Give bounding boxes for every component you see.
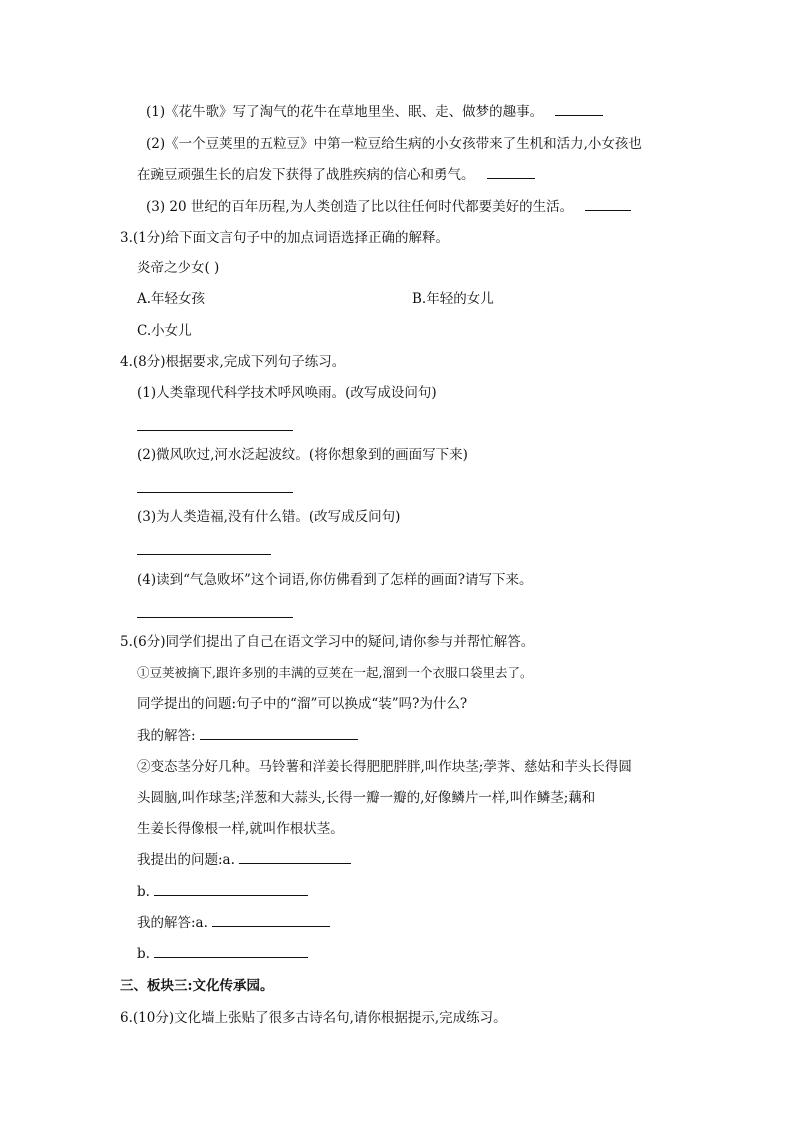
q5-my-answer-b-row [137, 945, 308, 963]
q5-passage-1: ①豆荚被摘下,跟许多别的丰满的豆荚在一起,溜到一个衣服口袋里去了。 [137, 665, 533, 680]
q4-item-2-answer-line[interactable] [137, 480, 293, 493]
q5-question-1: 同学提出的问题:句子中的“溜”可以换成“装”吗?为什么? [137, 696, 468, 712]
q5-my-question-a-blank[interactable] [239, 851, 351, 864]
q4-item-1-answer-line[interactable] [137, 418, 293, 431]
q6-title: 6.(10分)文化墙上张贴了很多古诗名句,请你根据提示,完成练习。 [120, 1010, 507, 1026]
q2-item-3-answer-blank[interactable] [585, 198, 631, 211]
q2-item-2: (2)《一个豆荚里的五粒豆》中第一粒豆给生病的小女孩带来了生机和活力,小女孩也 [146, 136, 642, 152]
q2-item-3 [146, 198, 631, 216]
q5-my-answer-a-row [137, 914, 330, 932]
q3-option-c[interactable]: C.小女儿 [137, 323, 192, 339]
q3-title: 3.(1分)给下面文言句子中的加点词语选择正确的解释。 [120, 230, 450, 246]
q5-my-question-a-row [137, 851, 351, 869]
q5-my-answer-b-label: b. [137, 946, 150, 962]
q5-my-answer-a-blank[interactable] [212, 914, 330, 927]
q5-my-question-b-row [137, 883, 308, 901]
q2-item-1 [146, 103, 603, 121]
q2-item-2-cont [137, 166, 535, 184]
q5-my-question-label: 我提出的问题:a. [137, 852, 235, 868]
q2-item-3-text: (3) 20 世纪的百年历程,为人类创造了比以往任何时代都要美好的生活。 [146, 199, 574, 215]
q4-item-3: (3)为人类造福,没有什么错。(改写成反问句) [137, 509, 401, 525]
q2-item-2-cont-text: 在豌豆顽强生长的启发下获得了战胜疾病的信心和勇气。 [137, 167, 475, 183]
q5-my-question-b-label: b. [137, 884, 150, 900]
q5-my-answer-b-blank[interactable] [154, 945, 308, 958]
q5-passage-2-line-1: ②变态茎分好几种。马铃薯和洋姜长得肥肥胖胖,叫作块茎;荸荠、慈姑和芋头长得圆 [137, 759, 632, 775]
q4-item-2: (2)微风吹过,河水泛起波纹。(将你想象到的画面写下来) [137, 447, 468, 463]
q5-answer-1-blank[interactable] [200, 727, 358, 740]
q5-title: 5.(6分)同学们提出了自己在语文学习中的疑问,请你参与并帮忙解答。 [120, 634, 535, 650]
q3-option-a[interactable]: A.年轻女孩 [137, 291, 206, 307]
q5-passage-2-line-2: 头圆脑,叫作球茎;洋葱和大蒜头,长得一瓣一瓣的,好像鳞片一样,叫作鳞茎;藕和 [137, 790, 596, 806]
q3-option-b[interactable]: B.年轻的女儿 [412, 291, 494, 307]
q5-answer-1-row [137, 727, 358, 745]
q5-passage-2-line-3: 生姜长得像根一样,就叫作根状茎。 [137, 821, 344, 837]
q5-answer-1-label: 我的解答: [137, 728, 196, 744]
q2-item-1-answer-blank[interactable] [555, 103, 603, 116]
q5-my-question-b-blank[interactable] [154, 883, 308, 896]
q4-item-3-answer-line[interactable] [137, 542, 271, 555]
q4-item-4: (4)读到“气急败坏”这个词语,你仿佛看到了怎样的画面?请写下来。 [137, 572, 533, 588]
q2-item-1-text: (1)《花牛歌》写了淘气的花牛在草地里坐、眠、走、做梦的趣事。 [146, 104, 544, 120]
q4-title: 4.(8分)根据要求,完成下列句子练习。 [120, 354, 346, 370]
q4-item-1: (1)人类靠现代科学技术呼风唤雨。(改写成设问句) [137, 385, 437, 401]
q2-item-2-answer-blank[interactable] [487, 166, 535, 179]
q4-item-4-answer-line[interactable] [137, 605, 293, 618]
q5-my-answer-label: 我的解答:a. [137, 915, 208, 931]
q3-sentence: 炎帝之少女( ) [137, 260, 220, 276]
section-3-heading: 三、板块三:文化传承园。 [120, 978, 274, 994]
